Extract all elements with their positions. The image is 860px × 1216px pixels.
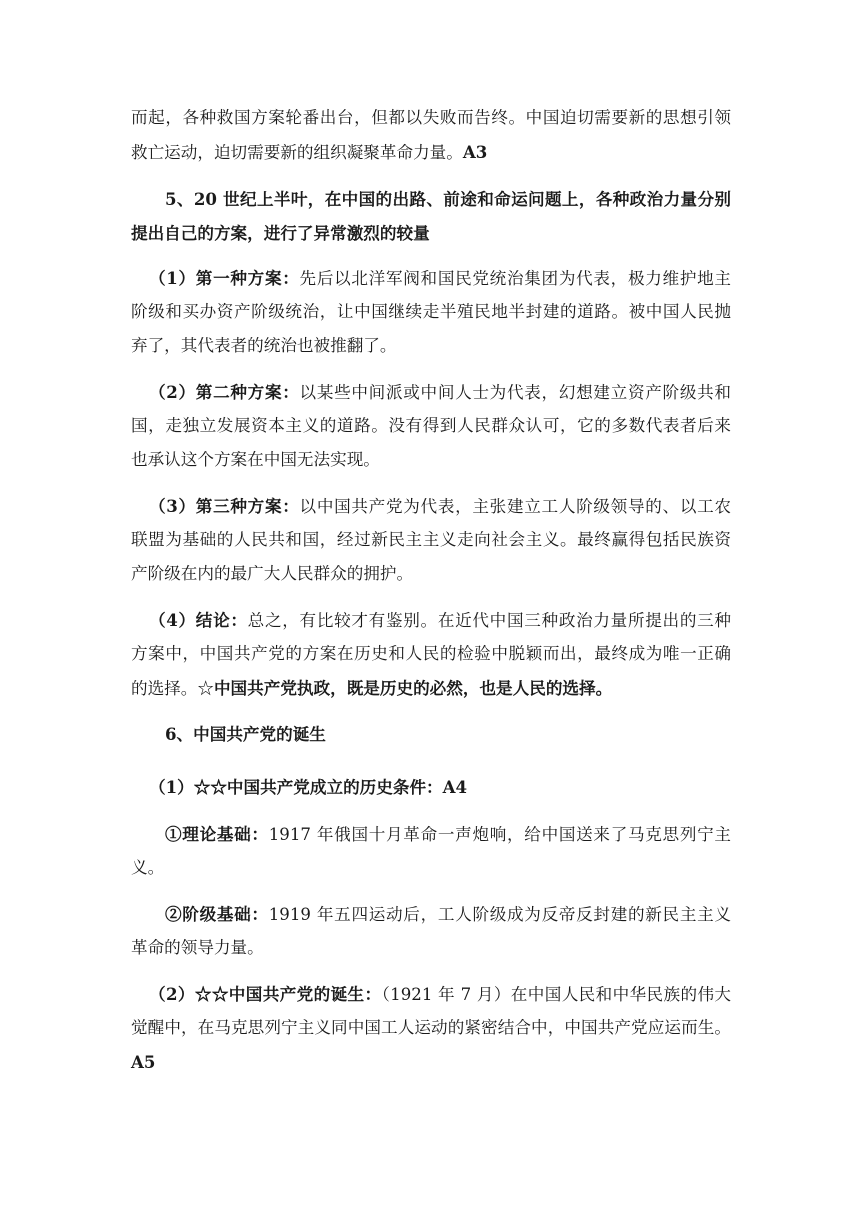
text: 1917 年俄国十月革命一声炮响，给中国送来了马克思列宁主 <box>268 825 731 844</box>
bold-text: 提出自己的方案，进行了异常激烈的较量 <box>131 223 430 243</box>
text: 先后以北洋军阀和国民党统治集团为代表，极力维护地主 <box>299 269 731 288</box>
bold-text: A3 <box>462 142 488 162</box>
bold-text: （2）第二种方案： <box>149 382 300 402</box>
text-line <box>131 563 731 585</box>
bold-text: （2）☆☆中国共产党的诞生： <box>149 984 382 1004</box>
text: 联盟为基础的人民共和国，经过新民主主义走向社会主义。最终赢得包括民族资 <box>131 530 731 549</box>
bold-text: ①理论基础： <box>165 824 269 844</box>
text: 总之，有比较才有鉴别。在近代中国三种政治力量所提出的三种 <box>247 611 731 630</box>
text-line <box>131 449 731 471</box>
bold-text: A5 <box>131 1052 156 1072</box>
text: 阶级和买办资产阶级统治，让中国继续走半殖民地半封建的道路。被中国人民抛 <box>131 302 731 321</box>
text-line <box>131 335 731 357</box>
text: 的选择。☆ <box>131 679 214 698</box>
bold-text: 6、中国共产党的诞生 <box>165 724 326 744</box>
text: 救亡运动，迫切需要新的组织凝聚革命力量。 <box>131 143 463 162</box>
text: 产阶级在内的最广大人民群众的拥护。 <box>131 564 414 583</box>
text: 也承认这个方案在中国无法实现。 <box>131 450 380 469</box>
bold-text: （4）结论： <box>149 610 248 630</box>
text: 觉醒中，在马克思列宁主义同中国工人运动的紧密结合中，中国共产党应运而生。 <box>131 1018 731 1037</box>
text-line <box>149 267 731 290</box>
text-line <box>131 677 731 700</box>
text-line <box>149 381 731 404</box>
text-line <box>165 188 731 211</box>
bold-text: 中国共产党执政，既是历史的必然，也是人民的选择。 <box>213 678 613 698</box>
bold-text: ②阶级基础： <box>165 904 269 924</box>
text: 革命的领导力量。 <box>131 938 264 957</box>
bold-text: （1）第一种方案： <box>149 268 300 288</box>
text: 国，走独立发展资本主义的道路。没有得到人民群众认可，它的多数代表者后来 <box>131 416 731 435</box>
text-line <box>131 1051 731 1074</box>
text-line <box>131 141 731 164</box>
text: 方案中，中国共产党的方案在历史和人民的检验中脱颖而出，最终成为唯一正确 <box>131 644 731 663</box>
text: 以中国共产党为代表，主张建立工人阶级领导的、以工农 <box>299 497 731 516</box>
text: 义。 <box>131 858 165 877</box>
text-line <box>131 301 731 323</box>
bold-text: 5、20 世纪上半叶，在中国的出路、前途和命运问题上，各种政治力量分别 <box>165 189 731 209</box>
text-line <box>165 903 731 926</box>
text: 而起，各种救国方案轮番出台，但都以失败而告终。中国迫切需要新的思想引领 <box>131 108 731 127</box>
text-line <box>131 857 731 879</box>
bold-text: （1）☆☆中国共产党成立的历史条件：A4 <box>149 777 468 797</box>
text-line <box>131 415 731 437</box>
text: 1919 年五四运动后，工人阶级成为反帝反封建的新民主主义 <box>268 905 731 924</box>
text-line <box>131 1017 731 1039</box>
text-line <box>131 107 731 129</box>
text-line <box>149 495 731 518</box>
text: 弃了，其代表者的统治也被推翻了。 <box>131 336 397 355</box>
text-line <box>149 609 731 632</box>
text-line <box>131 529 731 551</box>
text-line <box>165 723 731 746</box>
text-line <box>149 983 731 1006</box>
text-line <box>131 937 731 959</box>
bold-text: （3）第三种方案： <box>149 496 300 516</box>
text-line <box>131 643 731 665</box>
text: 以某些中间派或中间人士为代表，幻想建立资产阶级共和 <box>299 383 731 402</box>
text: （1921 年 7 月）在中国人民和中华民族的伟大 <box>381 985 732 1004</box>
text-line <box>165 823 731 846</box>
text-line <box>131 222 731 245</box>
text-line <box>149 776 731 799</box>
